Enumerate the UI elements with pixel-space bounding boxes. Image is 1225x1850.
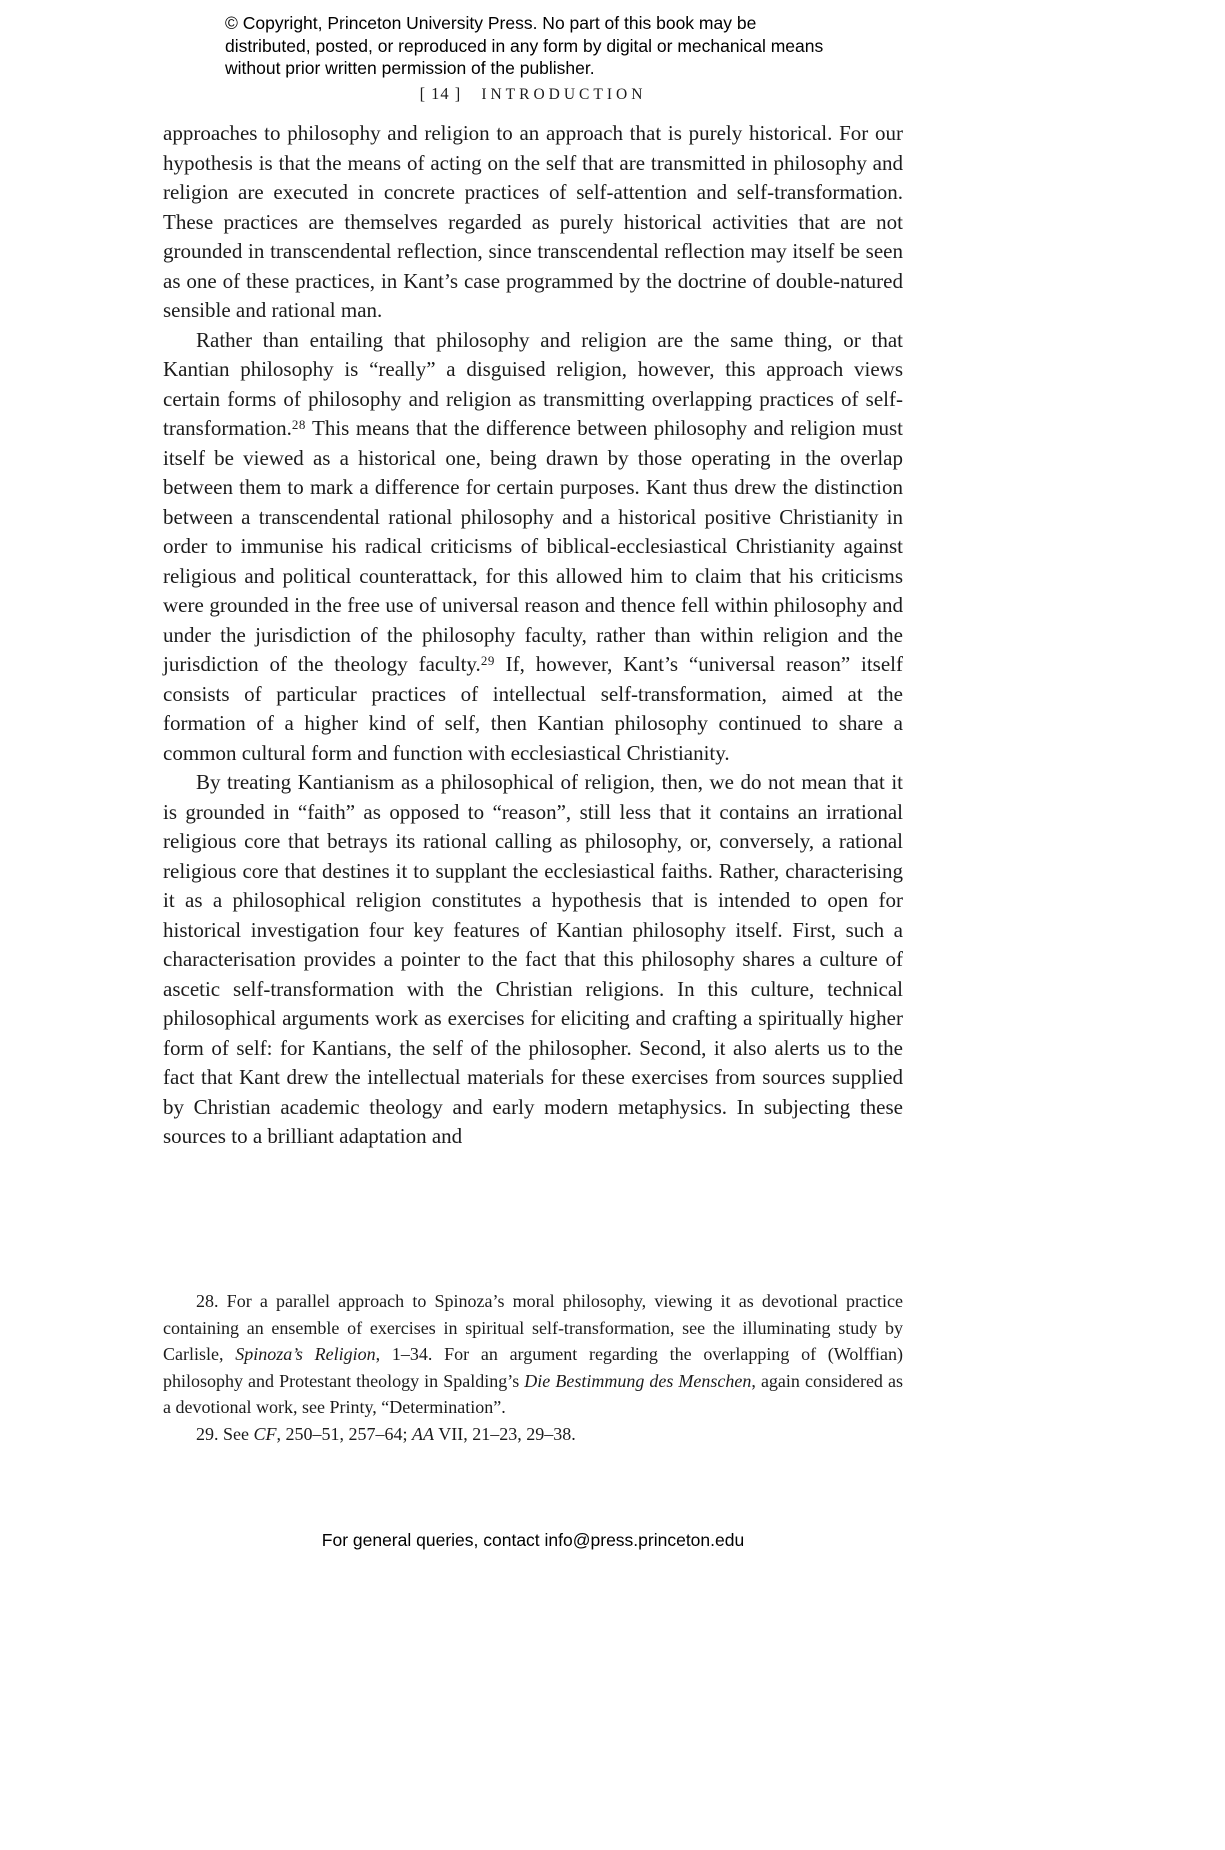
copyright-notice: © Copyright, Princeton University Press. No part of this book may be distributed, posted, or reproduced in any form by digital or mechanical means without prior written permission of the publisher.: [225, 13, 824, 78]
page-number: [ 14 ]: [419, 84, 462, 103]
footer-contact: For general queries, contact info@press.princeton.edu: [321, 1530, 745, 1550]
footnote-28: 28. For a parallel approach to Spinoza’s moral philosophy, viewing it as devotional practice containing an ensemble of exercises in spiritual self-transformation, see the illuminating study by Carlisle, Spinoza’s Religion, 1–34. For an argument regarding the overlapping of (Wolffian) philosophy and Protestant theology in Spalding’s Die Bestimmung des Menschen, again considered as a devotional work, see Printy, “Determination”.: [163, 1291, 903, 1417]
body-paragraph-2: Rather than entailing that philosophy and religion are the same thing, or that Kantian philosophy is “really” a disguised religion, however, this approach views certain forms of philosophy and religion as transmitting overlapping practices of self-transformation.$^{28}$ This means that the difference between philosophy and religion must itself be viewed as a historical one, being drawn by those operating in the overlap between them to mark a difference for certain purposes. Kant thus drew the distinction between a transcendental rational philosophy and a historical positive Christianity in order to immunise his radical criticisms of biblical-ecclesiastical Christianity against religious and political counterattack, for this allowed him to claim that his criticisms were grounded in the free use of universal reason and thence fell within philosophy and under the jurisdiction of the philosophy faculty, rather than within religion and the jurisdiction of the theology faculty.$^{29}$ If, however, Kant’s “universal reason” itself consists of particular practices of intellectual self-transformation, aimed at the formation of a higher kind of self, then Kantian philosophy continued to share a common cultural form and function with ecclesiastical Christianity.: [163, 327, 903, 765]
body-paragraph-3: By treating Kantianism as a philosophical of religion, then, we do not mean that it is grounded in “faith” as opposed to “reason”, still less that it contains an irrational religious core that betrays its rational calling as philosophy, or, conversely, a rational religious core that destines it to supplant the ecclesiastical faiths. Rather, characterising it as a philosophical religion constitutes a hypothesis that is intended to open for historical investigation four key features of Kantian philosophy itself. First, such a characterisation provides a pointer to the fact that this philosophy shares a culture of ascetic self-transformation with the Christian religions. In this culture, technical philosophical arguments work as exercises for eliciting and crafting a spiritually higher form of self: for Kantians, the self of the philosopher. Second, it also alerts us to the fact that Kant drew the intellectual materials for these exercises from sources supplied by Christian academic theology and early modern metaphysics. In subjecting these sources to a brilliant adaptation and: [163, 770, 903, 1148]
footnote-29: 29. See CF, 250–51, 257–64; AA VII, 21–23, 29–38.: [196, 1423, 576, 1444]
body-text: [163, 119, 903, 1152]
body-paragraph-1: approaches to philosophy and religion to an approach that is purely historical. For our hypothesis is that the means of acting on the self that are transmitted in philosophy and religion are executed in concrete practices of self-attention and self-transformation. These practices are themselves regarded as purely historical activities that are not grounded in transcendental reflection, since transcendental reflection may itself be seen as one of these practices, in Kant’s case programmed by the doctrine of double-natured sensible and rational man.: [163, 121, 903, 322]
section-title: INTRODUCTION: [481, 86, 647, 103]
running-head: [163, 84, 903, 104]
footnotes: [163, 1288, 903, 1447]
